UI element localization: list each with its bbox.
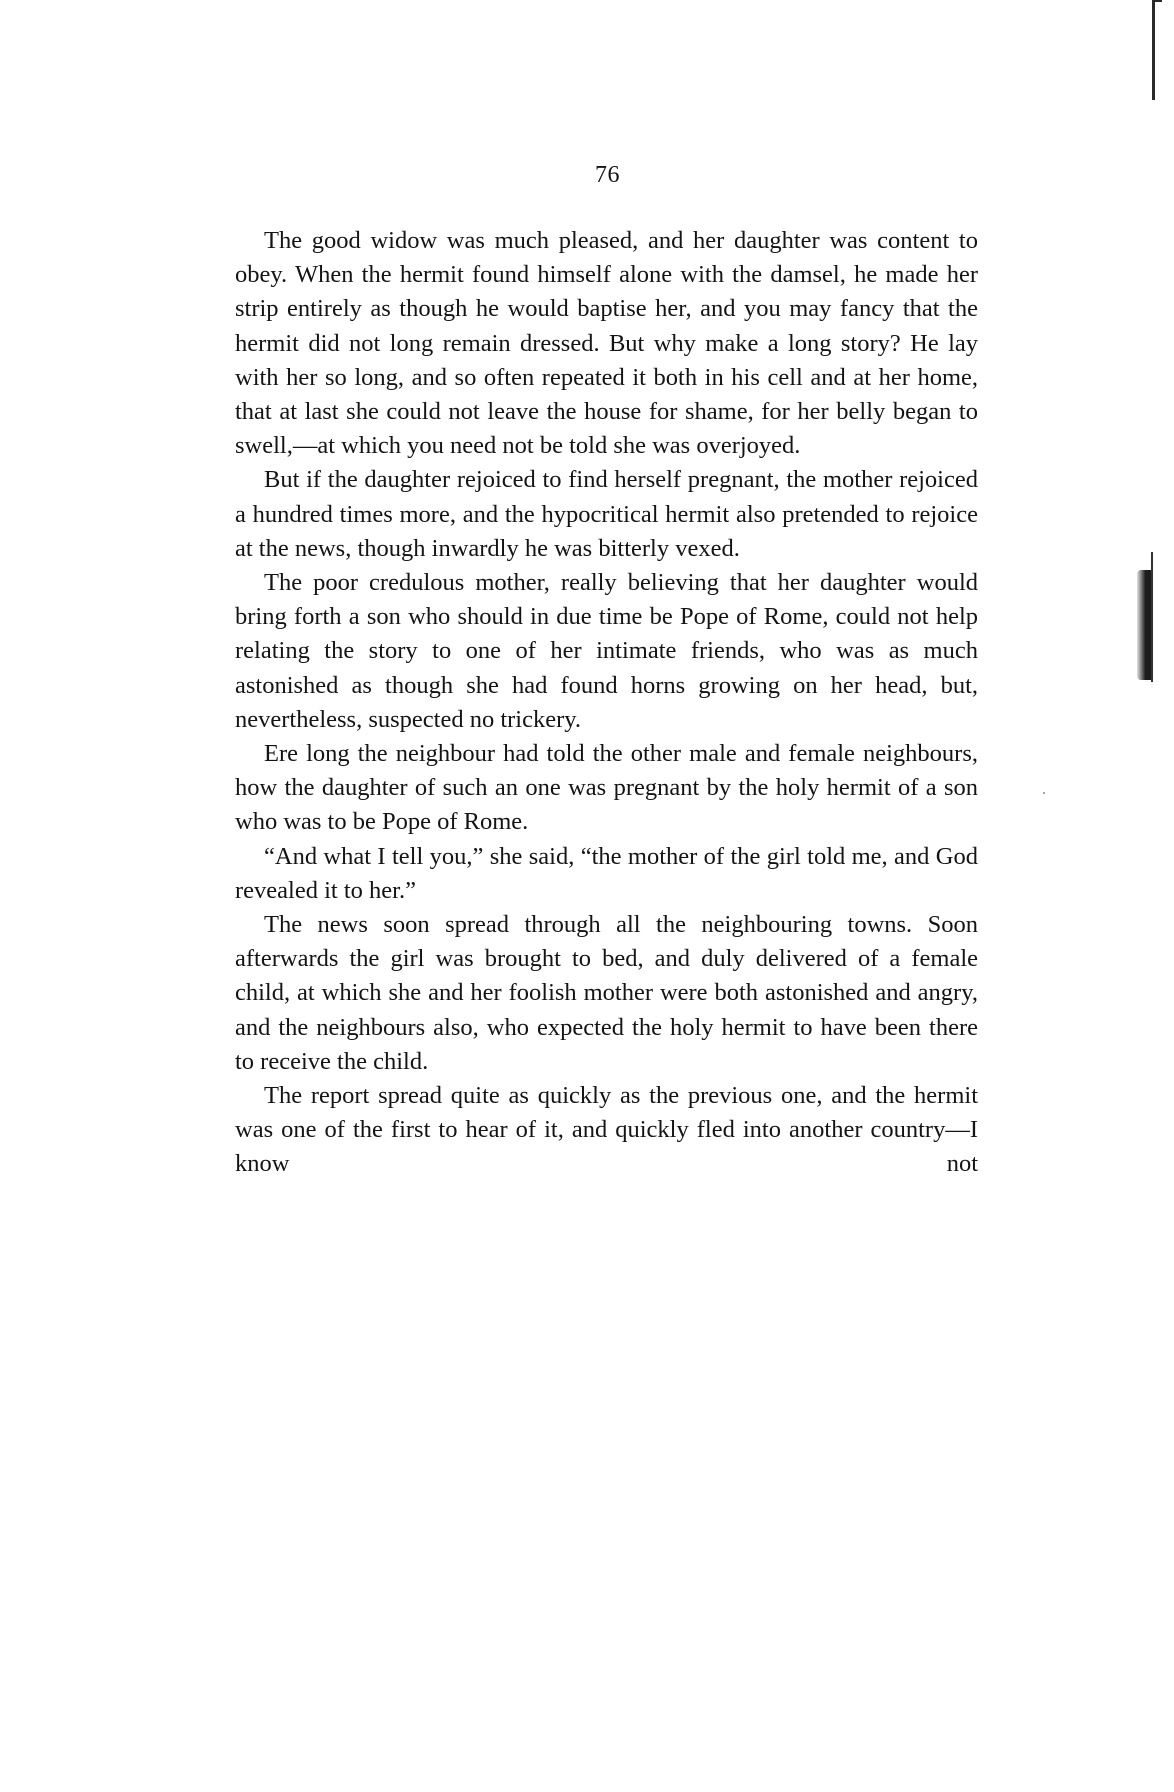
paragraph: The poor credulous mother, really believing that her daughter would bring forth a son who should in due time be Pope of Rome, could not help relating the story to one of her intimate friends, who was as much astonished as though she had found horns growing on her head, but, nevertheless, suspected no trickery. xyxy=(235,569,978,733)
scan-edge-tick xyxy=(1152,0,1162,16)
paragraph: The report spread quite as quickly as the previous one, and the hermit was one of the first to hear of it, and quickly fled into another country—I know not xyxy=(235,1082,978,1178)
scan-speck xyxy=(1043,792,1045,794)
scan-edge-line xyxy=(1151,552,1153,682)
paragraph: “And what I tell you,” she said, “the mother of the girl told me, and God revealed it to her.” xyxy=(235,842,978,904)
page-number: 76 xyxy=(595,162,620,188)
scan-edge-smudge xyxy=(1137,570,1151,680)
body-text xyxy=(235,224,978,1182)
paragraph: Ere long the neighbour had told the other male and female neighbours, how the daughter of such an one was pregnant by the holy hermit of a son who was to be Pope of Rome. xyxy=(235,740,978,836)
paragraph: The good widow was much pleased, and her daughter was content to obey. When the hermit found himself alone with the damsel, he made her strip entirely as though he would baptise her, and you may fancy that the hermit did not long remain dressed. But why make a long story? He lay with her so long, and so often repeated it both in his cell and at her home, that at last she could not leave the house for shame, for her belly began to swell,—at which you need not be told she was overjoyed. xyxy=(235,227,978,460)
paragraph: But if the daughter rejoiced to find herself pregnant, the mother rejoiced a hundred times more, and the hypocritical hermit also pretended to rejoice at the news, though inwardly he was bitterly vexed. xyxy=(235,466,978,562)
paragraph: The news soon spread through all the neighbouring towns. Soon afterwards the girl was brought to bed, and duly delivered of a female child, at which she and her foolish mother were both astonished and angry, and the neighbours also, who expected the holy hermit to have been there to receive the child. xyxy=(235,911,978,1075)
